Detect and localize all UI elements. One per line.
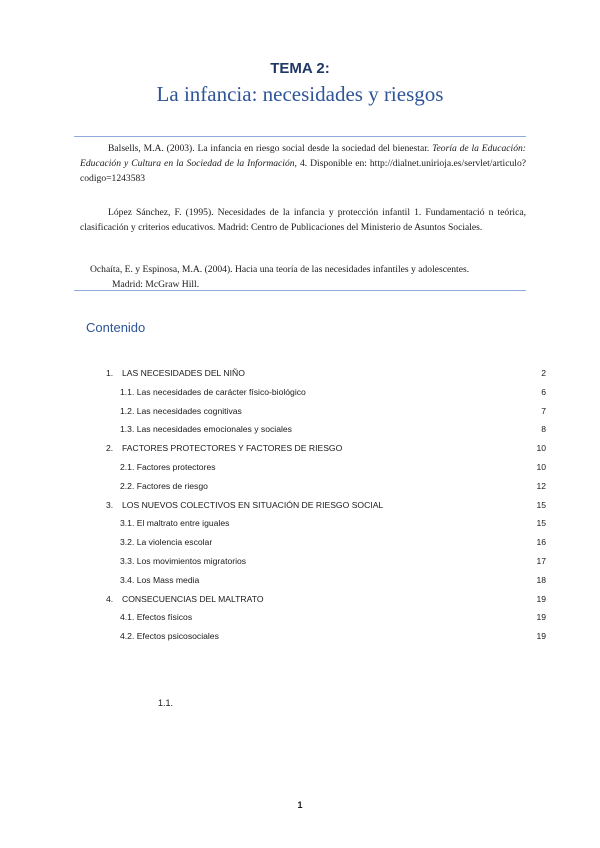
toc-entry[interactable] xyxy=(0,477,600,496)
toc-entry-page: 15 xyxy=(536,518,546,529)
reference-text: 4. Disponible en: http://dialnet.unirioja.es/servlet/articulo?codigo=1243583 xyxy=(80,158,527,184)
toc-entry[interactable] xyxy=(0,420,600,439)
toc-entry-page: 7 xyxy=(541,405,546,416)
toc-entry-page: 19 xyxy=(536,593,546,604)
reference-text: Balsells, M.A. (2003). La infancia en riesgo social desde la sociedad del bienestar. xyxy=(108,143,433,154)
toc-entry-page: 10 xyxy=(536,443,546,454)
toc-entry[interactable] xyxy=(0,514,600,533)
toc-entry-page: 6 xyxy=(541,386,546,397)
toc-entry-title[interactable]: CONSECUENCIAS DEL MALTRATO xyxy=(122,593,264,604)
toc-entry[interactable] xyxy=(0,571,600,590)
toc-entry-page: 18 xyxy=(536,574,546,585)
toc-entry[interactable] xyxy=(0,608,600,627)
toc-entry[interactable] xyxy=(0,364,600,383)
toc-heading: Contenido xyxy=(86,320,146,335)
toc-entry-page: 19 xyxy=(536,631,546,642)
toc-entry[interactable] xyxy=(0,627,600,646)
toc-entry-title[interactable]: LOS NUEVOS COLECTIVOS EN SITUACIÓN DE RIESGO SOCIAL xyxy=(122,499,384,510)
reference-ochaita xyxy=(90,262,530,292)
toc-entry-page: 17 xyxy=(536,555,546,566)
toc-entry-title[interactable]: 3.4. Los Mass media xyxy=(120,574,200,585)
toc-entry-title[interactable]: FACTORES PROTECTORES Y FACTORES DE RIESGO xyxy=(122,443,343,454)
toc-entry-number: 4. xyxy=(106,593,114,604)
page-number: 1 xyxy=(297,800,303,810)
toc-entry[interactable] xyxy=(0,383,600,402)
toc-entry-page: 10 xyxy=(536,461,546,472)
toc-entry-title[interactable]: 2.1. Factores protectores xyxy=(120,461,216,472)
reference-line: Madrid: McGraw Hill. xyxy=(112,279,200,290)
toc-entry[interactable] xyxy=(0,590,600,609)
reference-balsells xyxy=(80,141,526,186)
toc-entry-title[interactable]: 1.1. Las necesidades de carácter físico-biológico xyxy=(120,386,306,397)
toc-entry-page: 8 xyxy=(541,424,546,435)
toc-entry[interactable] xyxy=(0,533,600,552)
reference-lopez: López Sánchez, F. (1995). Necesidades de la infancia y protección infantil 1. Fundamentació n teórica, clasificación y criterios educativos. Madrid: Centro de Publicaciones del Ministerio de Asuntos Sociales. xyxy=(80,207,526,233)
toc-entry-title[interactable]: 3.2. La violencia escolar xyxy=(120,537,213,548)
toc-entry-number: 1. xyxy=(106,368,114,378)
toc-entry-title[interactable]: 3.1. El maltrato entre iguales xyxy=(120,518,230,529)
toc-entry-title[interactable]: 3.3. Los movimientos migratorios xyxy=(120,555,247,566)
top-divider xyxy=(74,136,526,137)
table-of-contents xyxy=(0,364,600,646)
toc-entry-title[interactable]: 1.3. Las necesidades emocionales y sociales xyxy=(120,424,292,435)
toc-entry[interactable] xyxy=(0,552,600,571)
section-label: TEMA 2: xyxy=(270,60,330,77)
toc-entry[interactable] xyxy=(0,439,600,458)
toc-entry-number: 3. xyxy=(106,499,114,510)
toc-entry-title[interactable]: 4.1. Efectos físicos xyxy=(120,612,193,623)
toc-entry-page: 19 xyxy=(536,612,546,623)
toc-entry-page: 16 xyxy=(536,537,546,548)
toc-entry-number: 2. xyxy=(106,443,114,454)
toc-entry-page: 12 xyxy=(536,480,546,491)
toc-entry-title[interactable]: 2.2. Factores de riesgo xyxy=(120,480,208,491)
toc-entry[interactable] xyxy=(0,402,600,421)
toc-entry-page: 2 xyxy=(541,368,546,378)
stray-heading-number: 1.1. xyxy=(158,698,174,708)
toc-entry-title[interactable]: 1.2. Las necesidades cognitivas xyxy=(120,405,242,416)
reference-journal: Teoría de la Educación: Educación y Cultura en la Sociedad de la Información, xyxy=(80,143,526,169)
toc-entry-page: 15 xyxy=(536,499,546,510)
toc-entry[interactable] xyxy=(0,458,600,477)
bottom-divider xyxy=(74,290,526,291)
page-title: La infancia: necesidades y riesgos xyxy=(156,82,444,106)
toc-entry[interactable] xyxy=(0,496,600,515)
toc-entry-title[interactable]: LAS NECESIDADES DEL NIÑO xyxy=(122,368,245,378)
toc-entry-title[interactable]: 4.2. Efectos psicosociales xyxy=(120,631,219,642)
reference-line: Ochaíta, E. y Espinosa, M.A. (2004). Hacia una teoría de las necesidades infantiles y adolescentes. xyxy=(90,264,470,275)
